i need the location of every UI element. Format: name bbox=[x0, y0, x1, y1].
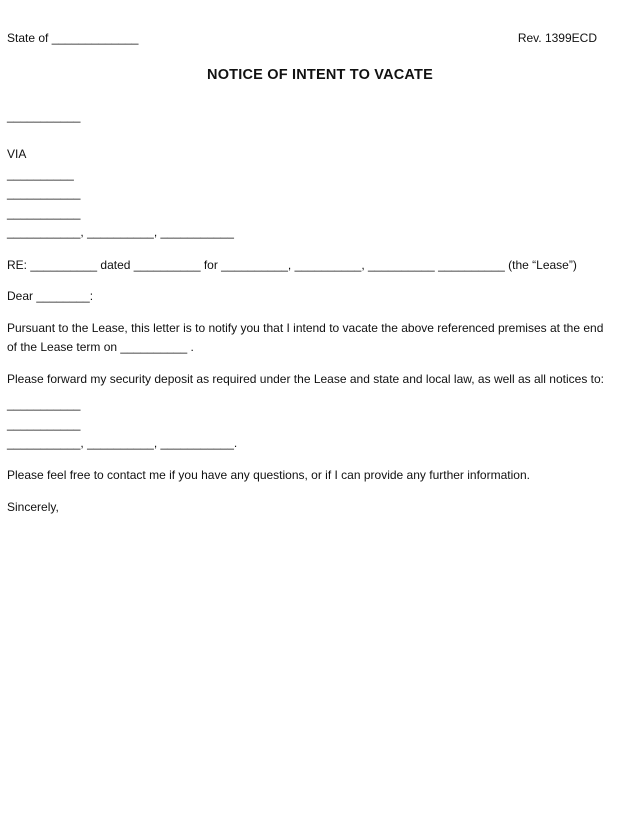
state-of-line[interactable]: State of _____________ bbox=[7, 31, 139, 45]
document-title: NOTICE OF INTENT TO VACATE bbox=[207, 66, 433, 83]
paragraph-intent-to-vacate bbox=[7, 319, 633, 358]
closing-line: Sincerely, bbox=[7, 500, 59, 514]
recipient-company-blank-field[interactable]: ___________ bbox=[7, 186, 81, 200]
recipient-name-blank-field[interactable]: __________ bbox=[7, 166, 74, 181]
salutation-line[interactable]: Dear ________: bbox=[7, 289, 94, 303]
re-subject-line[interactable]: RE: __________ dated __________ for __________, __________, __________ __________ (the “Lease”) bbox=[7, 257, 577, 272]
forwarding-street-blank-field[interactable]: ___________ bbox=[7, 416, 81, 431]
forwarding-city-state-zip-line[interactable]: ___________, __________, ___________. bbox=[7, 436, 238, 450]
paragraph-contact: Please feel free to contact me if you have any questions, or if I can provide any further information. bbox=[7, 467, 530, 482]
document-header bbox=[7, 29, 633, 49]
recipient-street-blank-field[interactable]: ___________ bbox=[7, 205, 81, 220]
recipient-city-state-zip-line[interactable]: ___________, __________, ___________ bbox=[7, 225, 234, 239]
paragraph-line: Pursuant to the Lease, this letter is to notify you that I intend to vacate the above referenced premises at the end bbox=[7, 320, 604, 335]
paragraph-line-with-date-blank[interactable]: of the Lease term on __________ . bbox=[7, 340, 194, 354]
date-blank-field[interactable]: ___________ bbox=[7, 108, 81, 123]
via-label: VIA bbox=[7, 147, 27, 161]
revision-label: Rev. 1399ECD bbox=[517, 31, 597, 45]
forwarding-name-blank-field[interactable]: ___________ bbox=[7, 397, 81, 411]
paragraph-security-deposit: Please forward my security deposit as required under the Lease and state and local law, as well as all notices to: bbox=[7, 371, 604, 386]
